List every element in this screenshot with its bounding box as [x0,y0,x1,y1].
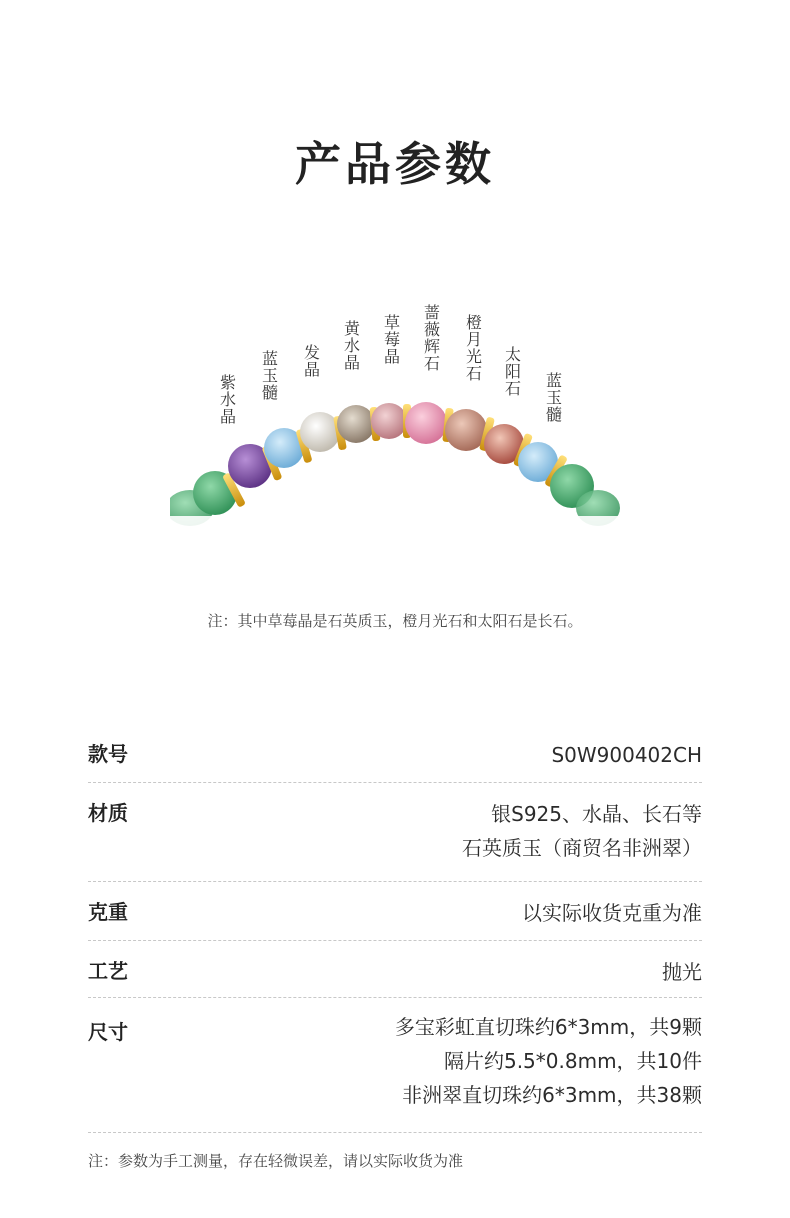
parameter-table [88,730,702,1133]
param-row-size [88,998,702,1133]
param-value: 抛光 [662,960,702,984]
param-row-weight [88,882,702,941]
param-label: 克重 [88,900,128,924]
measurement-note: 注：参数为手工测量，存在轻微误差，请以实际收货为准 [88,1152,464,1170]
param-row-craft [88,941,702,998]
param-value: 银S925、水晶、长石等 [491,802,702,826]
bead-label-orange-moonstone: 橙月光石 [465,313,482,383]
bead-label-blue-chalcedony-left: 蓝玉髓 [261,349,278,402]
bead-label-rhodonite: 蔷薇辉石 [423,303,440,373]
bracelet-illustration [170,290,630,540]
param-row-material [88,783,702,882]
param-label: 材质 [88,801,128,825]
param-label: 工艺 [88,959,128,983]
bead-label-sunstone: 太阳石 [504,345,521,398]
param-value: S0W900402CH [551,743,702,767]
bead-label-citrine: 黄水晶 [343,319,360,372]
param-row-model [88,730,702,783]
param-value: 多宝彩虹直切珠约6*3mm，共9颗 [394,1015,702,1039]
bead-label-amethyst: 紫水晶 [219,373,236,426]
bead-label-blue-chalcedony-right: 蓝玉髓 [545,371,562,424]
strawberry-quartz-bead [371,403,407,439]
param-label: 尺寸 [88,1020,128,1044]
param-value: 以实际收货克重为准 [522,901,702,925]
param-value: 石英质玉（商贸名非洲翠） [462,836,702,860]
rhodonite-bead [405,402,447,444]
bead-label-strawberry-quartz: 草莓晶 [383,313,400,366]
page-title: 产品参数 [295,137,495,191]
bead-label-rutilated-quartz: 发晶 [303,343,320,379]
material-note: 注：其中草莓晶是石英质玉，橙月光石和太阳石是长石。 [207,612,583,630]
param-value: 非洲翠直切珠约6*3mm，共38颗 [402,1083,702,1107]
param-label: 款号 [88,742,128,766]
param-value: 隔片约5.5*0.8mm，共10件 [443,1049,702,1073]
citrine-bead [337,405,375,443]
